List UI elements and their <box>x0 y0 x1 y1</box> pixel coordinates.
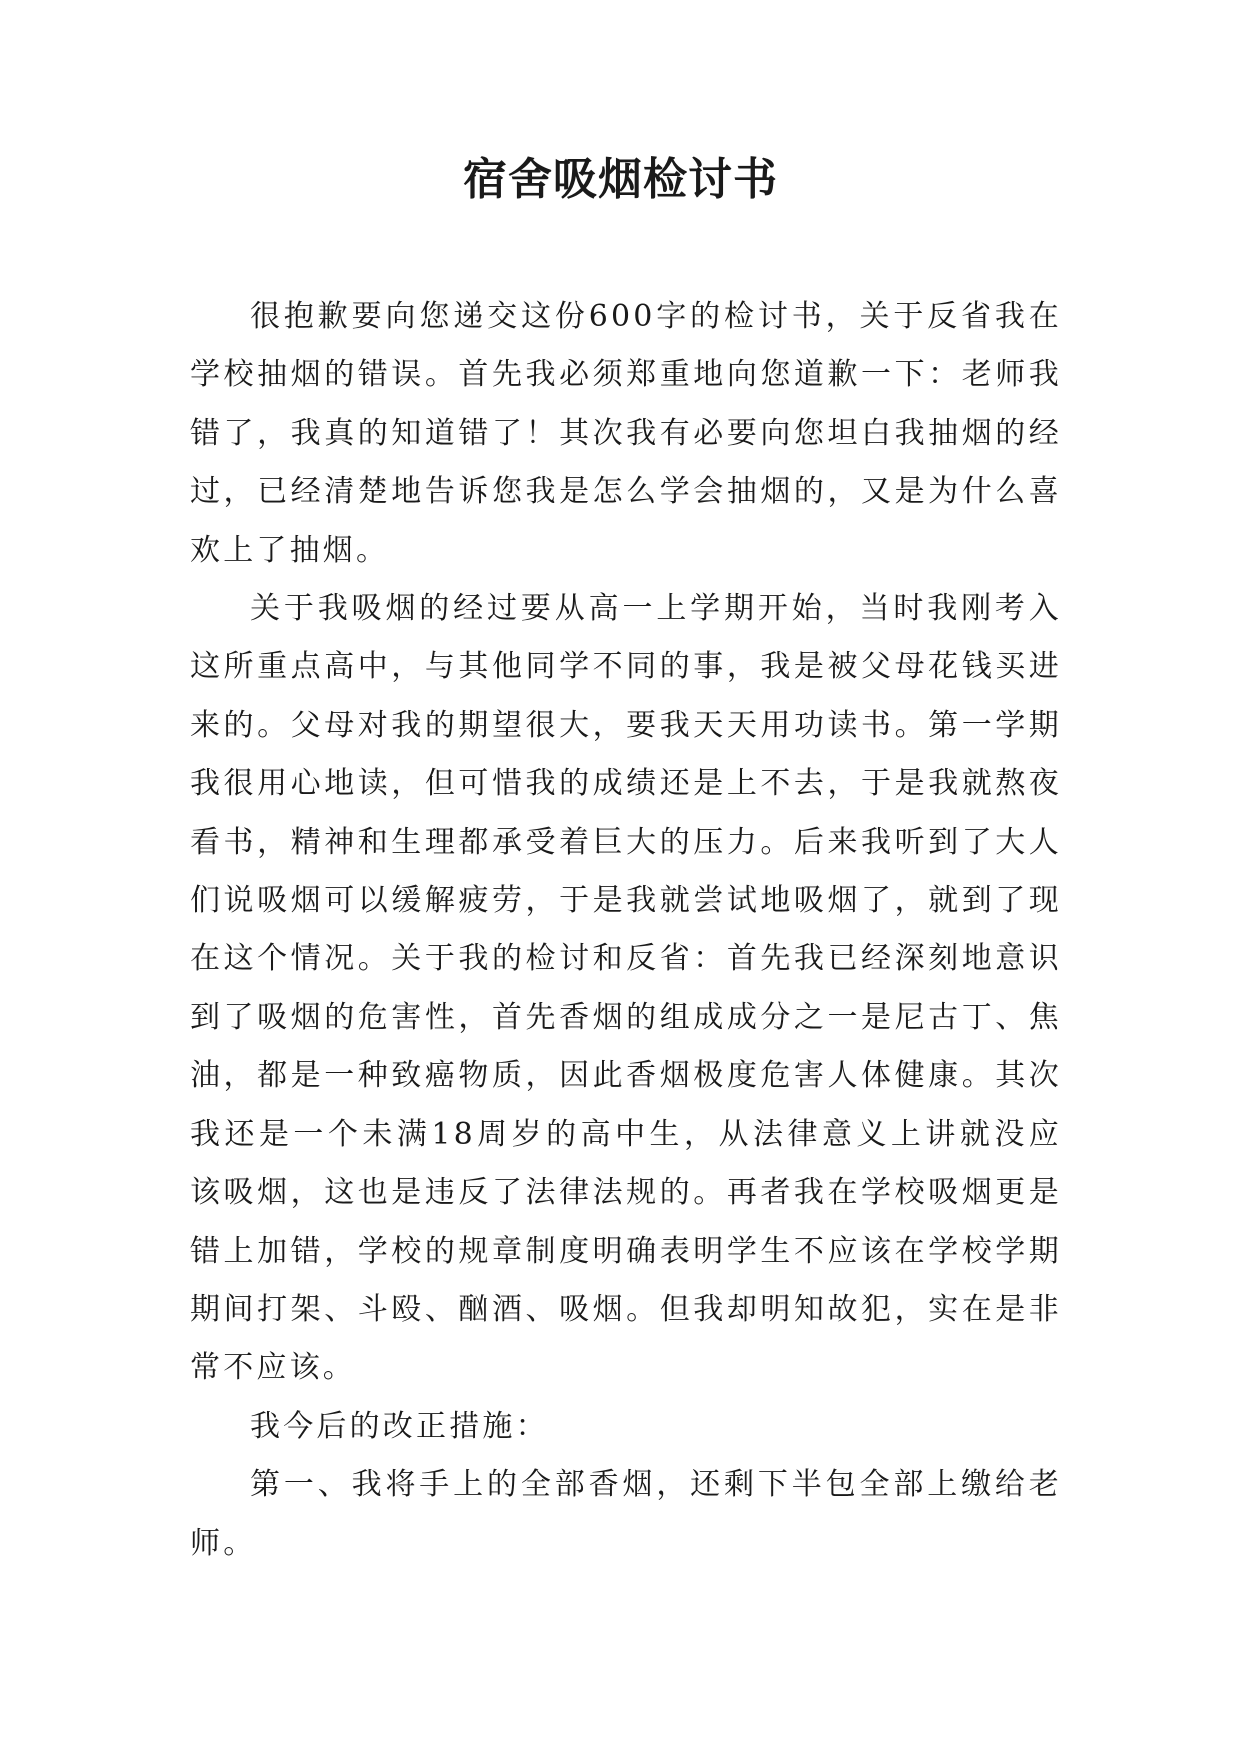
document-body <box>190 288 1062 1573</box>
paragraph-measure-one: 第一、我将手上的全部香烟，还剩下半包全部上缴给老师。 <box>190 1467 1062 1561</box>
document-title: 宿舍吸烟检讨书 <box>463 154 778 205</box>
paragraph-apology: 很抱歉要向您递交这份600字的检讨书，关于反省我在学校抽烟的错误。首先我必须郑重地向您道歉一下：老师我错了，我真的知道错了！其次我有必要向您坦白我抽烟的经过，已经清楚地告诉您我是怎么学会抽烟的，又是为什么喜欢上了抽烟。 <box>190 299 1062 568</box>
paragraph-reflection: 关于我吸烟的经过要从高一上学期开始，当时我刚考入这所重点高中，与其他同学不同的事，我是被父母花钱买进来的。父母对我的期望很大，要我天天用功读书。第一学期我很用心地读，但可惜我的成绩还是上不去，于是我就熬夜看书，精神和生理都承受着巨大的压力。后来我听到了大人们说吸烟可以缓解疲劳，于是我就尝试地吸烟了，就到了现在这个情况。关于我的检讨和反省：首先我已经深刻地意识到了吸烟的危害性，首先香烟的组成成分之一是尼古丁、焦油，都是一种致癌物质，因此香烟极度危害人体健康。其次我还是一个未满18周岁的高中生，从法律意义上讲就没应该吸烟，这也是违反了法律法规的。再者我在学校吸烟更是错上加错，学校的规章制度明确表明学生不应该在学校学期期间打架、斗殴、酗酒、吸烟。但我却明知故犯，实在是非常不应该。 <box>190 591 1062 1386</box>
paragraph-measures-heading: 我今后的改正措施： <box>250 1408 549 1444</box>
